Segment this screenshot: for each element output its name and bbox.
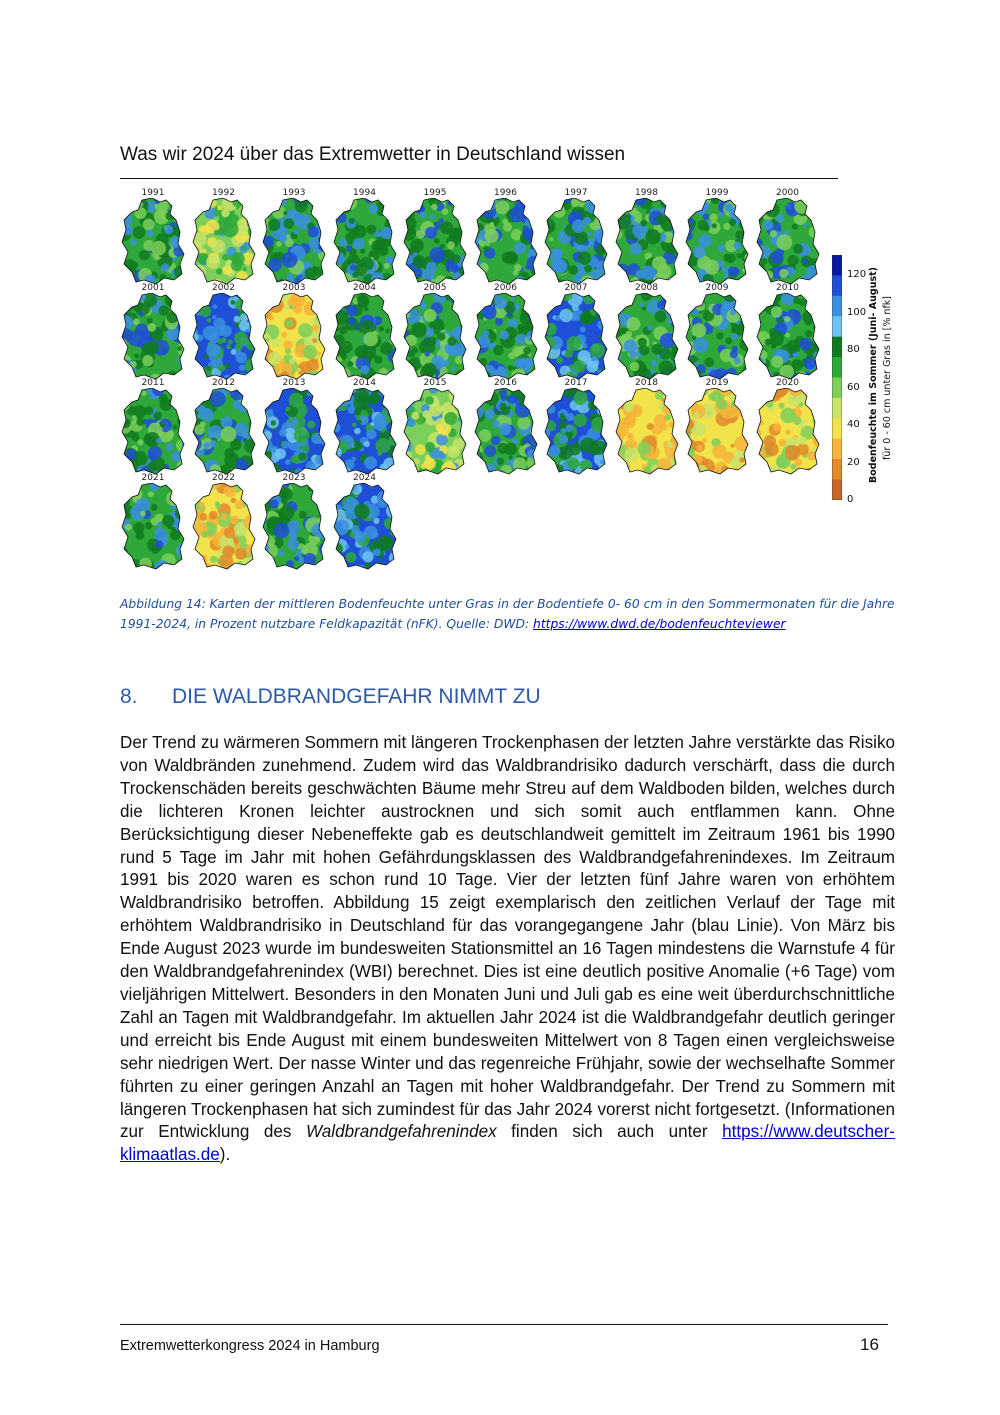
germany-map (261, 293, 327, 381)
legend-title: Bodenfeuchte im Sommer (Juni- August) (868, 267, 879, 483)
germany-map (120, 388, 186, 476)
map-1991 (118, 188, 188, 286)
map-year-label: 2021 (141, 473, 165, 483)
map-2022 (189, 473, 259, 571)
map-year-label: 1994 (353, 188, 376, 198)
map-2020 (753, 378, 823, 476)
germany-map (191, 198, 257, 286)
germany-map (684, 198, 750, 286)
map-2018 (612, 378, 682, 476)
map-2005 (400, 283, 470, 381)
germany-map (261, 198, 327, 286)
legend-band (832, 337, 842, 358)
map-1994 (330, 188, 400, 286)
legend-band (832, 398, 842, 419)
map-1995 (400, 188, 470, 286)
map-year-label: 2001 (141, 283, 165, 293)
map-year-label: 1993 (282, 188, 306, 198)
map-year-label: 2005 (423, 283, 447, 293)
footer-title: Extremwetterkongress 2024 in Hamburg (120, 1338, 380, 1354)
legend-tick-label: 60 (847, 381, 860, 393)
legend-band (832, 255, 842, 276)
klimaatlas-link[interactable]: https://www.deutscher-klimaatlas.de (120, 1122, 896, 1165)
map-year-label: 2018 (635, 378, 658, 388)
legend-band (832, 296, 842, 317)
legend-tick-label: 120 (847, 269, 867, 280)
germany-map (543, 388, 609, 476)
germany-map (473, 293, 539, 381)
germany-map (332, 293, 398, 381)
germany-map (473, 198, 539, 286)
map-year-label: 2020 (776, 378, 799, 388)
map-year-label: 2000 (776, 188, 799, 198)
germany-map (543, 198, 609, 286)
legend-colorbar (832, 255, 842, 500)
map-2013 (259, 378, 329, 476)
map-year-label: 2010 (776, 283, 799, 293)
map-year-label: 1995 (423, 188, 447, 198)
map-2016 (471, 378, 541, 476)
body-paragraph (120, 732, 895, 1167)
legend-band (832, 459, 842, 480)
germany-map (755, 293, 821, 381)
map-1996 (471, 188, 541, 286)
legend-tick-label: 100 (847, 306, 867, 318)
map-year-label: 2011 (141, 378, 165, 388)
legend-band (832, 316, 842, 337)
map-year-label: 2023 (282, 473, 306, 483)
map-2011 (118, 378, 188, 476)
soil-moisture-map-grid (118, 188, 828, 578)
page-number: 16 (860, 1335, 879, 1354)
map-2008 (612, 283, 682, 381)
map-year-label: 2012 (212, 378, 235, 388)
legend-tick-label: 40 (847, 419, 860, 430)
germany-map (402, 293, 468, 381)
germany-map (614, 198, 680, 286)
map-1993 (259, 188, 329, 286)
map-year-label: 2024 (353, 473, 376, 483)
germany-map (332, 198, 398, 286)
map-2002 (189, 283, 259, 381)
caption-text: Abbildung 14: Karten der mittleren Bodenfeuchte unter Gras in der Bodentiefe 0- 60 cm in den Sommermonaten für die Jahre 1991-2024, in Prozent nutzbare Feldkapazität (nFK). Quelle: DWD: (120, 597, 895, 631)
germany-map (261, 483, 327, 571)
map-2012 (189, 378, 259, 476)
map-2010 (753, 283, 823, 381)
germany-map (120, 198, 186, 286)
section-heading (120, 685, 541, 709)
map-year-label: 1999 (705, 188, 729, 198)
page-header-title: Was wir 2024 über das Extremwetter in Deutschland wissen (120, 144, 626, 165)
map-year-label: 2016 (494, 378, 517, 388)
germany-map (755, 388, 821, 476)
section-title: DIE WALDBRANDGEFAHR NIMMT ZU (172, 685, 541, 708)
germany-map (332, 483, 398, 571)
body-italic-term: Waldbrandgefahrenindex (305, 1122, 497, 1142)
germany-map (191, 388, 257, 476)
germany-map (614, 293, 680, 381)
map-year-label: 1998 (635, 188, 658, 198)
map-year-label: 2019 (705, 378, 729, 388)
map-year-label: 1992 (212, 188, 235, 198)
map-year-label: 2002 (212, 283, 235, 293)
map-year-label: 2008 (635, 283, 658, 293)
map-year-label: 2007 (564, 283, 588, 293)
caption-link[interactable]: https://www.dwd.de/bodenfeuchteviewer (533, 617, 786, 631)
section-number: 8. (120, 685, 138, 708)
germany-map (191, 293, 257, 381)
legend-band (832, 357, 842, 378)
body-text-1: Der Trend zu wärmeren Sommern mit längeren Trockenphasen der letzten Jahre verstärkte das Risiko von Waldbränden zunehmend. Zudem wird das Waldbrandrisiko dadurch verschärft, dass die durch Trockenschäden bereits geschwächten Bäume mehr Streu auf dem Waldboden bilden, welches durch die lichteren Kronen leichter austrocknen und sich somit auch entflammen kann. Ohne Berücksichtigung dieser Nebeneffekte gab es deutschlandweit gemittelt im Zeitraum 1961 bis 1990 rund 5 Tage im Jahr mit hohen Gefährdungsklassen des Waldbrandgefahrenindexes. Im Zeitraum 1991 bis 2020 waren es schon rund 10 Tage. Vier der letzten fünf Jahre waren von erhöhtem Waldbrandrisiko betroffen. Abbildung 15 zeigt exemplarisch den zeitlichen Verlauf der Tage mit erhöhtem Waldbrandrisiko in Deutschland für das vorangegangene Jahr (blau Linie). Von März bis Ende August 2023 wurde im bundesweiten Stationsmittel an 16 Tagen mindestens die Warnstufe 4 für den Waldbrandgefahrenindex (WBI) berechnet. Dies ist eine deutlich positive Anomalie (+6 Tage) vom vieljährigen Mittelwert. Besonders in den Monaten Juni und Juli gab es eine weit überdurchschnittliche Zahl an Tagen mit Waldbrandgefahr. Im aktuellen Jahr 2024 ist die Waldbrandgefahr deutlich geringer und erreicht bis Ende August mit einem bundesweiten Mittelwert von 8 Tagen einen vergleichsweise sehr niedrigen Wert. Der nasse Winter und das regenreiche Frühjahr, sowie der wechselhafte Sommer führten zu einer geringen Anzahl an Tagen mit hoher Waldbrandgefahr. Der Trend zu Sommern mit längeren Trockenphasen hat sich zumindest für das Jahr 2024 vorerst nicht fortgesetzt. (Informationen zur Entwicklung des (120, 733, 895, 1142)
map-1999 (682, 188, 752, 286)
header-divider (120, 178, 838, 179)
color-legend (832, 255, 902, 505)
germany-map (402, 388, 468, 476)
legend-subtitle: für 0 - 60 cm unter Gras in [% nfk] (882, 295, 893, 460)
map-year-label: 1996 (494, 188, 517, 198)
map-2007 (541, 283, 611, 381)
body-text-2: finden sich auch unter (496, 1122, 723, 1142)
footer-divider (120, 1324, 888, 1325)
legend-band (832, 275, 842, 296)
germany-map (402, 198, 468, 286)
map-2009 (682, 283, 752, 381)
map-year-label: 2003 (282, 283, 306, 293)
map-2014 (330, 378, 400, 476)
map-2000 (753, 188, 823, 286)
legend-tick-label: 0 (847, 494, 854, 505)
germany-map (684, 293, 750, 381)
map-year-label: 2013 (282, 378, 306, 388)
germany-map (473, 388, 539, 476)
map-1992 (189, 188, 259, 286)
map-2004 (330, 283, 400, 381)
legend-band (832, 480, 842, 500)
map-year-label: 1991 (141, 188, 165, 198)
body-text-3: ). (219, 1145, 231, 1165)
map-2015 (400, 378, 470, 476)
map-2003 (259, 283, 329, 381)
legend-tick-label: 80 (847, 344, 860, 355)
germany-map (684, 388, 750, 476)
germany-map (332, 388, 398, 476)
map-2019 (682, 378, 752, 476)
map-year-label: 2017 (564, 378, 588, 388)
map-year-label: 2009 (705, 283, 729, 293)
map-2021 (118, 473, 188, 571)
legend-band (832, 378, 842, 399)
germany-map (191, 483, 257, 571)
map-1997 (541, 188, 611, 286)
map-1998 (612, 188, 682, 286)
map-year-label: 2022 (212, 473, 235, 483)
map-2017 (541, 378, 611, 476)
map-year-label: 2004 (353, 283, 376, 293)
map-2024 (330, 473, 400, 571)
germany-map (614, 388, 680, 476)
map-2023 (259, 473, 329, 571)
map-2001 (118, 283, 188, 381)
legend-band (832, 418, 842, 439)
germany-map (755, 198, 821, 286)
germany-map (120, 293, 186, 381)
legend-band (832, 439, 842, 460)
germany-map (543, 293, 609, 381)
map-year-label: 2015 (423, 378, 447, 388)
germany-map (261, 388, 327, 476)
map-year-label: 1997 (564, 188, 588, 198)
legend-tick-label: 20 (847, 456, 860, 468)
map-year-label: 2014 (353, 378, 376, 388)
germany-map (120, 483, 186, 571)
map-2006 (471, 283, 541, 381)
figure-caption (120, 594, 896, 634)
map-year-label: 2006 (494, 283, 517, 293)
